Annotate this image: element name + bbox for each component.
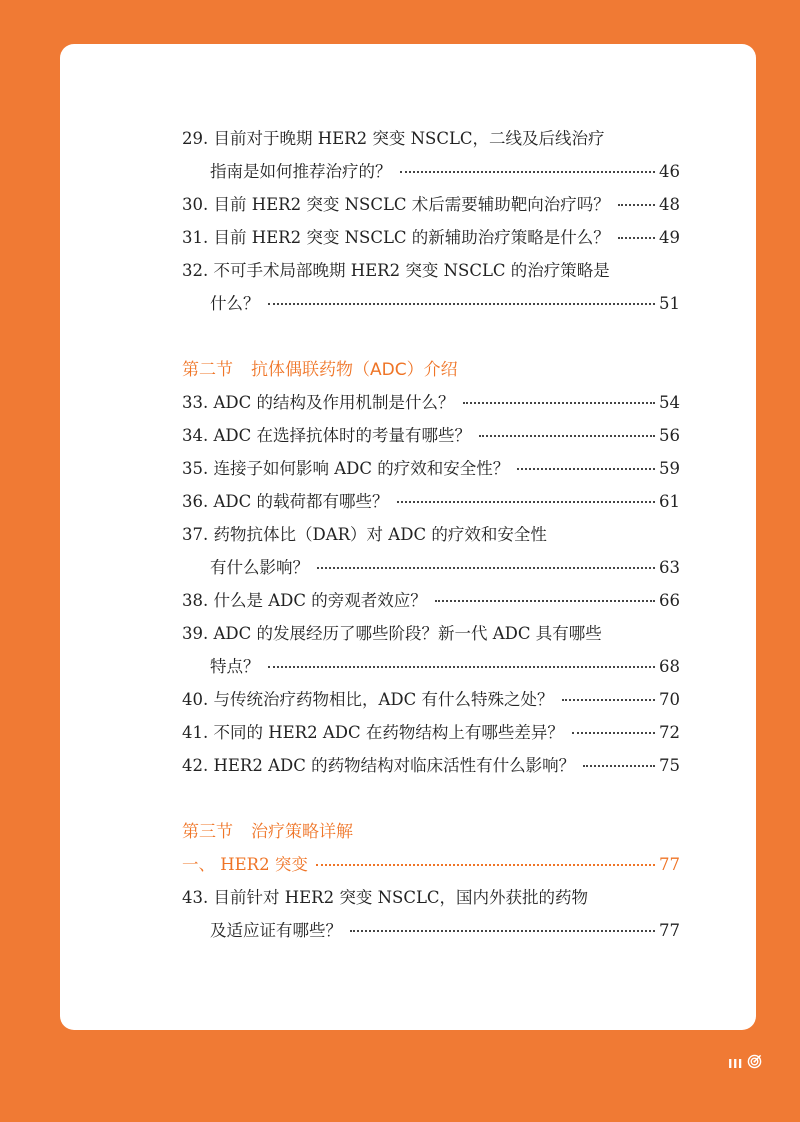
- toc-entry-text: 37. 药物抗体比（DAR）对 ADC 的疗效和安全性: [182, 525, 547, 544]
- toc-entry-38[interactable]: [182, 590, 680, 612]
- toc-entry-39[interactable]: [182, 623, 680, 645]
- toc-entry-text: 什么？: [210, 294, 260, 313]
- page-number-roman: III: [728, 1056, 743, 1071]
- toc-entry-41[interactable]: [182, 722, 680, 744]
- toc-entry-37[interactable]: [182, 524, 680, 546]
- toc-entry-35[interactable]: [182, 458, 680, 480]
- section-title: 抗体偶联药物（ADC）介绍: [251, 360, 458, 380]
- section-heading-3[interactable]: [182, 821, 353, 843]
- toc-entry-36[interactable]: [182, 491, 680, 513]
- leader-dots: [435, 600, 655, 602]
- leader-dots: [350, 930, 655, 932]
- page-number: 56: [659, 426, 680, 445]
- page-number: 59: [659, 459, 680, 478]
- page-number: 61: [659, 492, 680, 511]
- leader-dots: [268, 666, 656, 668]
- toc-entry-text: 33. ADC 的结构及作用机制是什么？: [182, 393, 455, 412]
- page-number: 68: [659, 657, 680, 676]
- toc-entry-text: 有什么影响？: [210, 558, 309, 577]
- page-number: 77: [659, 855, 680, 874]
- leader-dots: [479, 435, 655, 437]
- toc-subsection-her2[interactable]: [182, 854, 680, 876]
- leader-dots: [562, 699, 656, 701]
- leader-dots: [583, 765, 655, 767]
- leader-dots: [317, 567, 655, 569]
- toc-entry-text: 及适应证有哪些？: [210, 921, 342, 940]
- page-number: 72: [659, 723, 680, 742]
- toc-entry-text: 指南是如何推荐治疗的？: [210, 162, 392, 181]
- leader-dots: [517, 468, 655, 470]
- leader-dots: [463, 402, 656, 404]
- page-number: 77: [659, 921, 680, 940]
- leader-dots: [268, 303, 656, 305]
- toc-entry-39-cont[interactable]: [210, 656, 680, 678]
- toc-entry-42[interactable]: [182, 755, 680, 777]
- toc-entry-text: 35. 连接子如何影响 ADC 的疗效和安全性？: [182, 459, 510, 478]
- toc-entry-text: 38. 什么是 ADC 的旁观者效应？: [182, 591, 427, 610]
- page-number: 48: [659, 195, 680, 214]
- toc-entry-30[interactable]: [182, 194, 680, 216]
- leader-dots: [572, 732, 655, 734]
- section-title: 治疗策略详解: [251, 822, 353, 842]
- toc-entry-40[interactable]: [182, 689, 680, 711]
- page-footer: [728, 1054, 762, 1073]
- toc-entry-text: 41. 不同的 HER2 ADC 在药物结构上有哪些差异？: [182, 723, 564, 742]
- toc-entry-text: 29. 目前对于晚期 HER2 突变 NSCLC，二线及后线治疗: [182, 129, 605, 148]
- toc-entry-32-cont[interactable]: [210, 293, 680, 315]
- page-card: [60, 44, 756, 1030]
- page-number: 46: [659, 162, 680, 181]
- toc-entry-text: 32. 不可手术局部晚期 HER2 突变 NSCLC 的治疗策略是: [182, 261, 610, 280]
- toc-entry-37-cont[interactable]: [210, 557, 680, 579]
- toc-entry-34[interactable]: [182, 425, 680, 447]
- toc-entry-text: 30. 目前 HER2 突变 NSCLC 术后需要辅助靶向治疗吗？: [182, 195, 610, 214]
- toc-entry-text: 特点？: [210, 657, 260, 676]
- toc-entry-text: 42. HER2 ADC 的药物结构对临床活性有什么影响？: [182, 756, 576, 775]
- toc-entry-text: 34. ADC 在选择抗体时的考量有哪些？: [182, 426, 471, 445]
- toc-entry-text: 一、 HER2 突变: [182, 855, 308, 874]
- page-number: 54: [659, 393, 680, 412]
- page-number: 70: [659, 690, 680, 709]
- toc-entry-32[interactable]: [182, 260, 680, 282]
- leader-dots: [400, 171, 656, 173]
- section-label: 第三节: [182, 822, 233, 842]
- toc-entry-text: 36. ADC 的载荷都有哪些？: [182, 492, 389, 511]
- page-number: 49: [659, 228, 680, 247]
- toc-entry-text: 40. 与传统治疗药物相比，ADC 有什么特殊之处？: [182, 690, 554, 709]
- toc-entry-text: 31. 目前 HER2 突变 NSCLC 的新辅助治疗策略是什么？: [182, 228, 610, 247]
- leader-dots: [618, 237, 655, 239]
- page-number: 66: [659, 591, 680, 610]
- section-label: 第二节: [182, 360, 233, 380]
- toc-entry-43[interactable]: [182, 887, 680, 909]
- toc-entry-29[interactable]: [182, 128, 680, 150]
- target-icon: [747, 1054, 762, 1073]
- toc-entry-31[interactable]: [182, 227, 680, 249]
- section-heading-2[interactable]: [182, 359, 458, 381]
- leader-dots: [316, 864, 655, 866]
- toc-entry-text: 43. 目前针对 HER2 突变 NSCLC，国内外获批的药物: [182, 888, 589, 907]
- toc-entry-29-cont[interactable]: [210, 161, 680, 183]
- leader-dots: [618, 204, 655, 206]
- leader-dots: [397, 501, 656, 503]
- page-number: 75: [659, 756, 680, 775]
- toc-entry-text: 39. ADC 的发展经历了哪些阶段？新一代 ADC 具有哪些: [182, 624, 602, 643]
- page-number: 51: [659, 294, 680, 313]
- page-number: 63: [659, 558, 680, 577]
- toc-entry-33[interactable]: [182, 392, 680, 414]
- toc-entry-43-cont[interactable]: [210, 920, 680, 942]
